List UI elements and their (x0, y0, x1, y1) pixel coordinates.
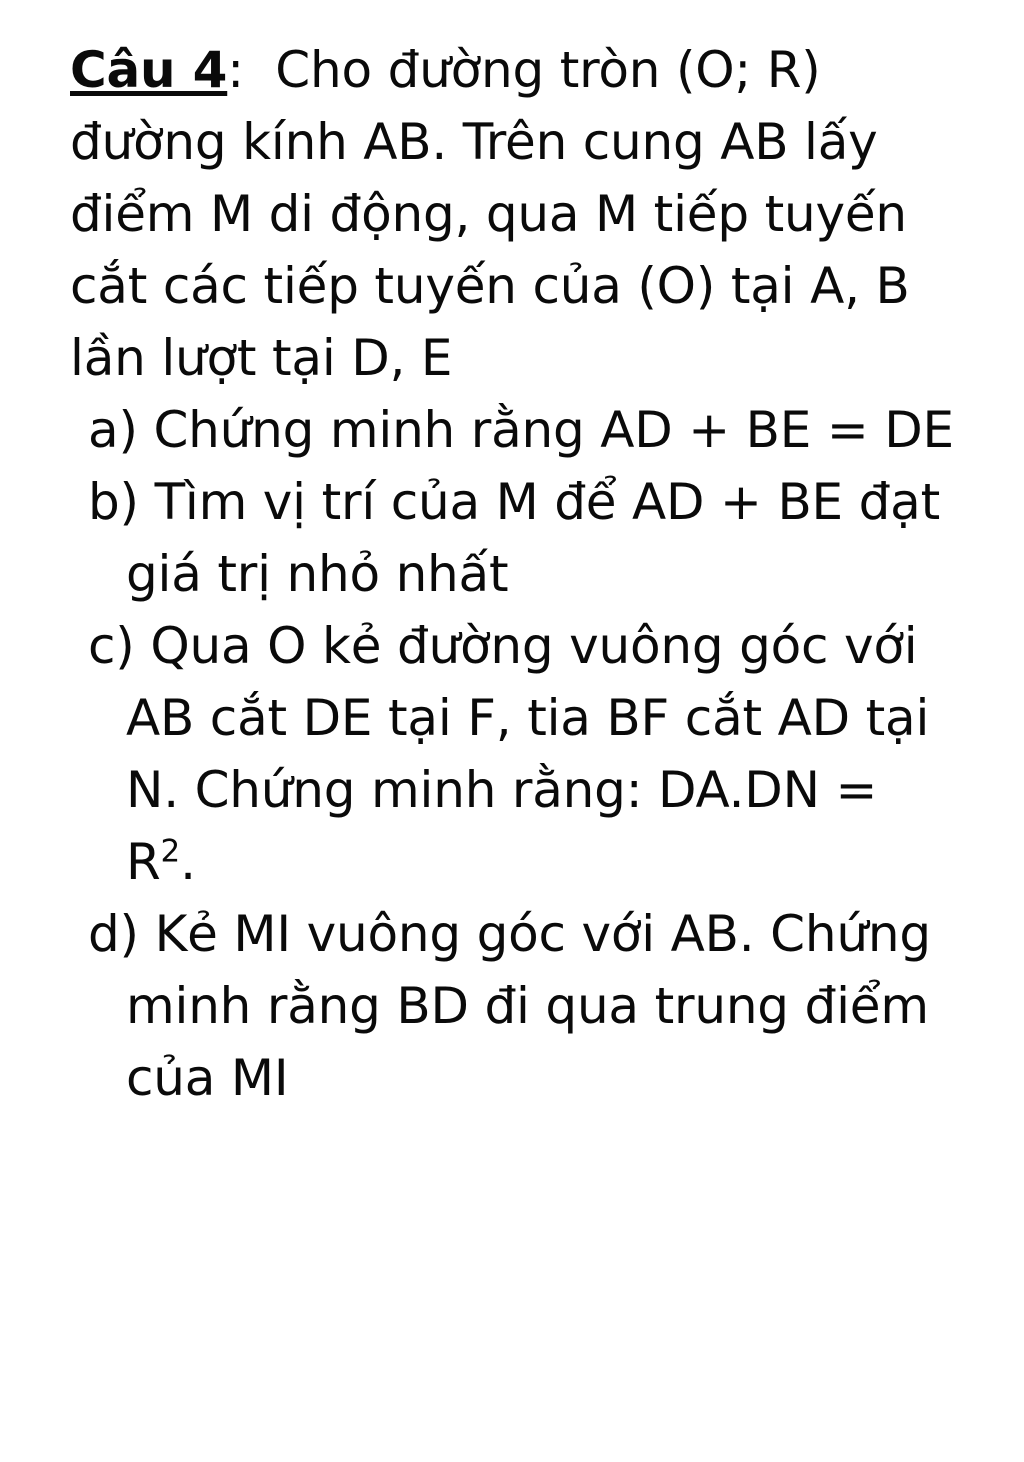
question-stem-text: Cho đường tròn (O; R) đường kính AB. Trên cung AB lấy điểm M di động, qua M tiếp tuyến cắt các tiếp tuyến của (O) tại A, B lần lượt tại D, E (70, 41, 910, 387)
question-part-a (70, 394, 960, 466)
question-parts-list (70, 394, 960, 1114)
part-marker-b: b) (88, 473, 139, 531)
question-label-separator: : (227, 41, 244, 99)
part-marker-c: c) (88, 617, 135, 675)
question-block (70, 34, 960, 1114)
part-marker-d: d) (88, 905, 139, 963)
part-text-b: Tìm vị trí của M để AD + BE đạt giá trị nhỏ nhất (126, 473, 941, 603)
part-text-c: Qua O kẻ đường vuông góc với AB cắt DE tại F, tia BF cắt AD tại N. Chứng minh rằng: DA.DN = R (126, 617, 930, 891)
question-label: Câu 4 (70, 41, 228, 99)
question-stem (70, 34, 960, 394)
part-text-d: Kẻ MI vuông góc với AB. Chứng minh rằng BD đi qua trung điểm của MI (126, 905, 931, 1107)
part-text-a: Chứng minh rằng AD + BE = DE (153, 401, 954, 459)
question-part-d (70, 898, 960, 1114)
question-part-b (70, 466, 960, 610)
part-marker-a: a) (88, 401, 138, 459)
part-c-text-tail: . (180, 833, 196, 891)
part-c-exponent: 2 (160, 833, 181, 870)
question-part-c (70, 610, 960, 898)
